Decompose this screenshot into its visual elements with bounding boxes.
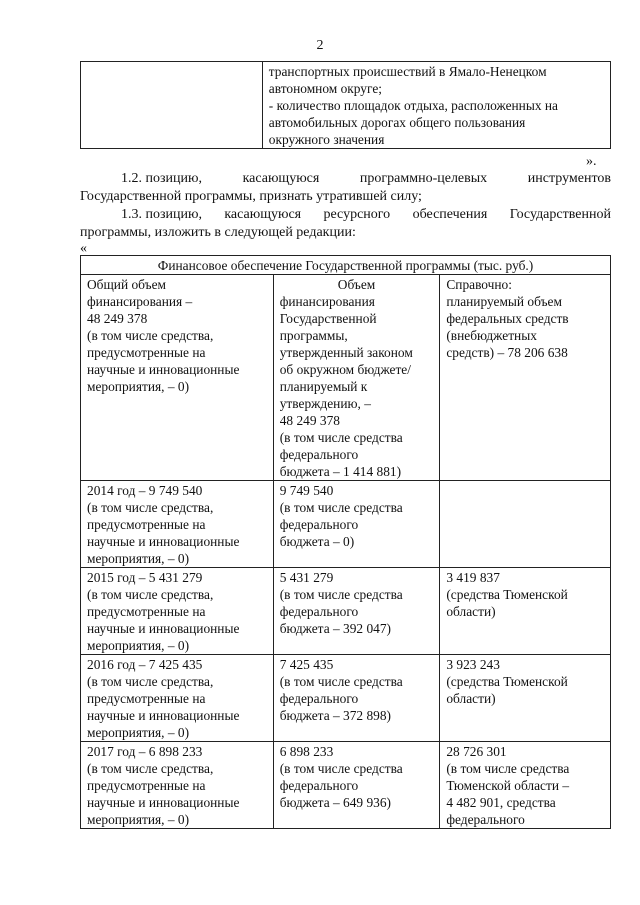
cell-line: бюджета – 1 414 881): [279, 464, 402, 479]
cell-line: (в том числе средства,: [87, 674, 214, 689]
year-total-cell: [81, 655, 274, 742]
cell-line: федерального: [279, 691, 359, 706]
cell-line: (в том числе средства,: [87, 761, 214, 776]
closing-quote: ».: [586, 154, 597, 169]
cell-line: научные и инновационные: [87, 621, 240, 636]
word: ресурсного: [323, 207, 391, 222]
cell-line: Тюменской области –: [446, 778, 570, 793]
cell-line: федеральных средств: [446, 311, 569, 326]
cell-line: финансирования: [279, 294, 375, 309]
cell-line: Объем: [337, 277, 376, 292]
header-reference: [440, 275, 611, 481]
table-header-row: [81, 275, 611, 481]
cell-line: 6 898 233: [279, 744, 334, 759]
cell-line: (внебюджетных: [446, 328, 537, 343]
word: обеспечения: [412, 207, 488, 222]
cell-line: 4 482 901, средства: [446, 795, 556, 810]
word: Государственной: [509, 207, 611, 222]
cell-line: об окружном бюджете/: [279, 362, 411, 377]
cell-line: (в том числе средства: [446, 761, 570, 776]
cell-line: предусмотренные на: [87, 517, 206, 532]
year-reference-cell: [440, 568, 611, 655]
cell-line: окружного значения: [268, 132, 385, 147]
cell-line: 2017 год – 6 898 233: [87, 744, 203, 759]
cell-line: научные и инновационные: [87, 362, 240, 377]
cell-line: мероприятия, – 0): [87, 638, 190, 653]
table-row: [81, 655, 611, 742]
cell-line: мероприятия, – 0): [87, 551, 190, 566]
cell-line: 48 249 378: [87, 311, 148, 326]
word: программно-целевых: [359, 171, 488, 186]
cell-line: бюджета – 392 047): [279, 621, 392, 636]
cell-line: (в том числе средства: [279, 430, 403, 445]
year-program-cell: [273, 481, 440, 568]
cell-line: Общий объем: [87, 277, 166, 292]
cell-line: 3 419 837: [446, 570, 500, 585]
header-program-volume: [273, 275, 440, 481]
cell-line: мероприятия, – 0): [87, 812, 190, 827]
cell-line: бюджета – 372 898): [279, 708, 392, 723]
paragraph-2-line-1: [121, 206, 611, 224]
cell-line: Государственной: [279, 311, 377, 326]
cell-line: (в том числе средства: [279, 500, 403, 515]
cell-line: области): [446, 604, 496, 619]
word: инструментов: [527, 171, 611, 186]
cell-line: федерального: [446, 812, 525, 827]
cell-line: предусмотренные на: [87, 604, 206, 619]
paragraph-1-line-1: [121, 170, 611, 188]
cell-line: федерального: [279, 517, 359, 532]
table-cell-text: [262, 62, 610, 149]
cell-line: 5 431 279: [279, 570, 334, 585]
table-row: [81, 742, 611, 829]
cell-line: предусмотренные на: [87, 778, 206, 793]
cell-line: мероприятия, – 0): [87, 725, 190, 740]
cell-line: 28 726 301: [446, 744, 507, 759]
cell-line: утвержденный законом: [279, 345, 413, 360]
cell-line: (в том числе средства,: [87, 587, 214, 602]
year-reference-cell: [440, 655, 611, 742]
year-reference-cell: [440, 742, 611, 829]
table-title-row: [81, 256, 611, 275]
cell-line: (средства Тюменской: [446, 674, 568, 689]
word: касающуюся: [242, 171, 320, 186]
cell-line: 2015 год – 5 431 279: [87, 570, 203, 585]
cell-line: научные и инновационные: [87, 795, 240, 810]
cell-line: федерального: [279, 778, 359, 793]
cell-line: области): [446, 691, 496, 706]
page-number: 2: [316, 38, 324, 53]
cell-line: федерального: [279, 447, 359, 462]
cell-line: (в том числе средства: [279, 674, 403, 689]
cell-line: бюджета – 649 936): [279, 795, 392, 810]
cell-line: научные и инновационные: [87, 708, 240, 723]
year-program-cell: [273, 568, 440, 655]
cell-line: бюджета – 0): [279, 534, 355, 549]
cell-line: предусмотренные на: [87, 345, 206, 360]
cell-line: (в том числе средства: [279, 587, 403, 602]
year-total-cell: [81, 742, 274, 829]
cell-line: 9 749 540: [279, 483, 334, 498]
cell-line: мероприятия, – 0): [87, 379, 190, 394]
table-title: Финансовое обеспечение Государственной программы (тыс. руб.): [81, 256, 611, 275]
year-program-cell: [273, 742, 440, 829]
cell-line: планируемый объем: [446, 294, 562, 309]
cell-line: (в том числе средства,: [87, 500, 214, 515]
cell-line: автомобильных дорогах общего пользования: [268, 115, 526, 130]
cell-line: федерального: [279, 604, 359, 619]
paragraph-1-line-2: Государственной программы, признать утратившей силу;: [80, 189, 422, 204]
cell-line: научные и инновационные: [87, 534, 240, 549]
year-total-cell: [81, 481, 274, 568]
financing-table: [80, 255, 611, 829]
cell-line: (средства Тюменской: [446, 587, 568, 602]
cell-line: средств) – 78 206 638: [446, 345, 568, 360]
word: касающуюся: [224, 207, 302, 222]
cell-line: - количество площадок отдыха, расположенных на: [268, 98, 558, 113]
cell-line: 2016 год – 7 425 435: [87, 657, 203, 672]
year-program-cell: [273, 655, 440, 742]
cell-line: 3 923 243: [446, 657, 500, 672]
paragraph-2-line-2: программы, изложить в следующей редакции:: [80, 225, 356, 240]
cell-line: финансирования –: [87, 294, 193, 309]
cell-line: 2014 год – 9 749 540: [87, 483, 203, 498]
cell-line: Справочно:: [446, 277, 512, 292]
table-row: [81, 481, 611, 568]
table-row: [81, 568, 611, 655]
opening-quote: «: [80, 241, 87, 256]
year-total-cell: [81, 568, 274, 655]
cell-line: предусмотренные на: [87, 691, 206, 706]
cell-line: автономном округе;: [268, 81, 382, 96]
word: 1.3. позицию,: [121, 207, 202, 222]
cell-line: 48 249 378: [279, 413, 340, 428]
cell-line: утверждению, –: [279, 396, 371, 411]
cell-line: программы,: [279, 328, 348, 343]
table-row: [81, 62, 611, 149]
cell-line: (в том числе средства: [279, 761, 403, 776]
cell-line: планируемый к: [279, 379, 368, 394]
year-reference-cell: [440, 481, 611, 568]
cell-line: транспортных происшествий в Ямало-Ненецком: [268, 64, 547, 79]
continuation-table: [80, 61, 611, 149]
word: 1.2. позицию,: [121, 171, 202, 186]
header-total-volume: [81, 275, 274, 481]
cell-line: 7 425 435: [279, 657, 334, 672]
table-cell-empty: [81, 62, 263, 149]
cell-line: (в том числе средства,: [87, 328, 214, 343]
